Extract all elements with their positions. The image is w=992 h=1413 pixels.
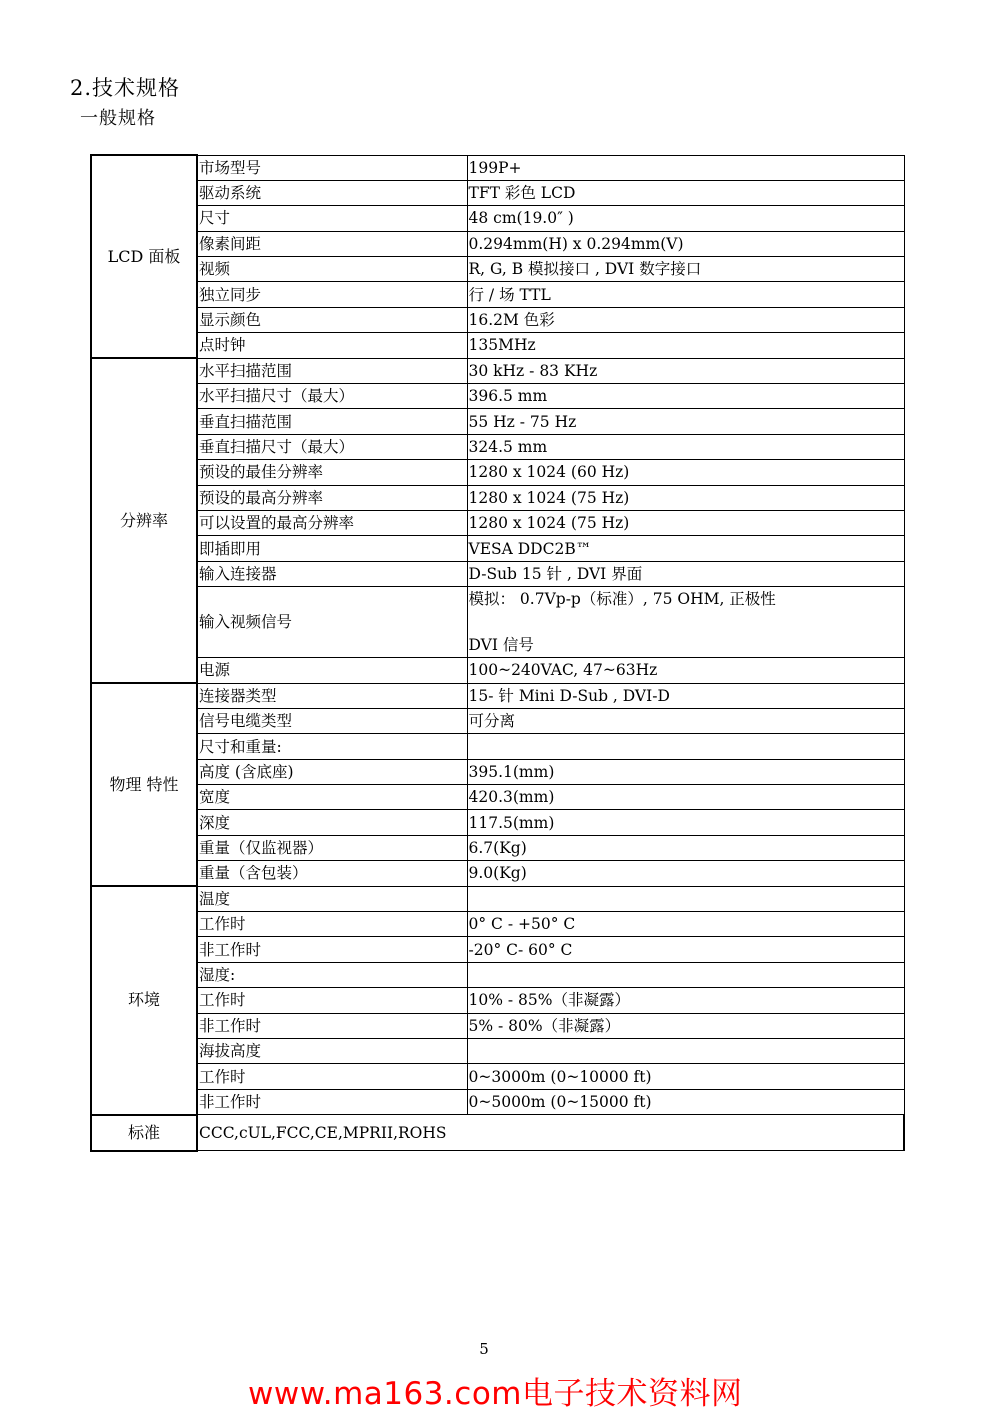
row-value: 6.7(Kg) xyxy=(467,835,904,860)
table-row xyxy=(91,561,904,586)
row-value: 9.0(Kg) xyxy=(467,861,904,886)
table-row xyxy=(91,384,904,409)
category-lcd-panel: LCD 面板 xyxy=(91,155,197,358)
row-label: 尺寸和重量: xyxy=(197,734,467,759)
row-label: 水平扫描范围 xyxy=(197,358,467,383)
table-row xyxy=(91,912,904,937)
table-row xyxy=(91,1064,904,1089)
row-value: R, G, B 模拟接口 , DVI 数字接口 xyxy=(467,257,904,282)
row-label: 非工作时 xyxy=(197,1089,467,1114)
table-row xyxy=(91,658,904,683)
table-row xyxy=(91,810,904,835)
table-row xyxy=(91,460,904,485)
row-label: 驱动系统 xyxy=(197,180,467,205)
table-row xyxy=(91,1115,904,1151)
row-label: 输入连接器 xyxy=(197,561,467,586)
row-label: 深度 xyxy=(197,810,467,835)
row-value: 55 Hz - 75 Hz xyxy=(467,409,904,434)
row-value: 16.2M 色彩 xyxy=(467,307,904,332)
row-value: 10% - 85%（非凝露） xyxy=(467,988,904,1013)
category-resolution: 分辨率 xyxy=(91,358,197,683)
row-label: 即插即用 xyxy=(197,536,467,561)
table-row xyxy=(91,962,904,987)
row-label: 显示颜色 xyxy=(197,307,467,332)
row-value: 1280 x 1024 (75 Hz) xyxy=(467,485,904,510)
row-label: 海拔高度 xyxy=(197,1039,467,1064)
row-value: 可分离 xyxy=(467,708,904,733)
row-value: VESA DDC2B™ xyxy=(467,536,904,561)
table-row xyxy=(91,485,904,510)
row-value: 117.5(mm) xyxy=(467,810,904,835)
table-row xyxy=(91,988,904,1013)
row-label: 工作时 xyxy=(197,912,467,937)
row-label: 像素间距 xyxy=(197,231,467,256)
spec-table xyxy=(90,154,905,1152)
table-row xyxy=(91,434,904,459)
row-label: 重量（仅监视器） xyxy=(197,835,467,860)
row-value xyxy=(467,734,904,759)
table-row xyxy=(91,708,904,733)
table-row xyxy=(91,206,904,231)
row-value xyxy=(467,1039,904,1064)
table-row xyxy=(91,510,904,535)
row-label: 非工作时 xyxy=(197,1013,467,1038)
row-label: 高度 (含底座) xyxy=(197,759,467,784)
table-row xyxy=(91,1089,904,1114)
table-row xyxy=(91,886,904,911)
table-row xyxy=(91,734,904,759)
row-label: 尺寸 xyxy=(197,206,467,231)
table-row xyxy=(91,785,904,810)
table-row xyxy=(91,1013,904,1038)
row-value: 48 cm(19.0″ ) xyxy=(467,206,904,231)
row-value: 30 kHz - 83 KHz xyxy=(467,358,904,383)
table-row xyxy=(91,358,904,383)
row-label: 视频 xyxy=(197,257,467,282)
row-label: 输入视频信号 xyxy=(197,587,467,658)
row-label: 市场型号 xyxy=(197,155,467,180)
row-value: 199P+ xyxy=(467,155,904,180)
table-row xyxy=(91,937,904,962)
table-row xyxy=(91,409,904,434)
row-label: 可以设置的最高分辨率 xyxy=(197,510,467,535)
table-row xyxy=(91,835,904,860)
table-row xyxy=(91,282,904,307)
row-label: 垂直扫描范围 xyxy=(197,409,467,434)
table-row xyxy=(91,861,904,886)
row-label: 重量（含包装） xyxy=(197,861,467,886)
table-row xyxy=(91,1039,904,1064)
row-value: 395.1(mm) xyxy=(467,759,904,784)
category-physical: 物理 特性 xyxy=(91,683,197,886)
row-value: TFT 彩色 LCD xyxy=(467,180,904,205)
section-heading: 2.技术规格 xyxy=(70,76,181,100)
row-label: 电源 xyxy=(197,658,467,683)
table-row xyxy=(91,180,904,205)
row-value: CCC,cUL,FCC,CE,MPRII,ROHS xyxy=(197,1115,904,1151)
row-value: 0~5000m (0~15000 ft) xyxy=(467,1089,904,1114)
table-row xyxy=(91,587,904,658)
row-value: 0~3000m (0~10000 ft) xyxy=(467,1064,904,1089)
row-value: 396.5 mm xyxy=(467,384,904,409)
table-row xyxy=(91,257,904,282)
row-label: 垂直扫描尺寸（最大） xyxy=(197,434,467,459)
row-value: -20° C- 60° C xyxy=(467,937,904,962)
row-value: 0° C - +50° C xyxy=(467,912,904,937)
row-value: 0.294mm(H) x 0.294mm(V) xyxy=(467,231,904,256)
row-label: 宽度 xyxy=(197,785,467,810)
category-environment: 环境 xyxy=(91,886,197,1115)
row-value: 行 / 场 TTL xyxy=(467,282,904,307)
row-label: 工作时 xyxy=(197,988,467,1013)
table-row xyxy=(91,155,904,180)
row-label: 预设的最高分辨率 xyxy=(197,485,467,510)
row-label: 独立同步 xyxy=(197,282,467,307)
row-label: 点时钟 xyxy=(197,333,467,358)
page-number: 5 xyxy=(479,1340,489,1358)
row-label: 工作时 xyxy=(197,1064,467,1089)
row-value: 15- 针 Mini D-Sub , DVI-D xyxy=(467,683,904,708)
row-value: 5% - 80%（非凝露） xyxy=(467,1013,904,1038)
row-value xyxy=(467,962,904,987)
row-label: 连接器类型 xyxy=(197,683,467,708)
row-value-line: DVI 信号 xyxy=(468,636,534,655)
table-row xyxy=(91,333,904,358)
row-label: 温度 xyxy=(197,886,467,911)
row-value: 135MHz xyxy=(467,333,904,358)
row-value xyxy=(467,587,904,658)
table-row xyxy=(91,536,904,561)
row-value: 324.5 mm xyxy=(467,434,904,459)
row-label: 湿度: xyxy=(197,962,467,987)
section-subheading: 一般规格 xyxy=(80,108,156,129)
table-row xyxy=(91,231,904,256)
row-value: 1280 x 1024 (75 Hz) xyxy=(467,510,904,535)
row-value: 100~240VAC, 47~63Hz xyxy=(467,658,904,683)
row-label: 信号电缆类型 xyxy=(197,708,467,733)
table-row xyxy=(91,759,904,784)
watermark: www.ma163.com电子技术资料网 xyxy=(248,1376,743,1412)
row-value-line: 模拟： 0.7Vp-p（标准）, 75 OHM, 正极性 xyxy=(468,590,776,609)
row-value xyxy=(467,886,904,911)
row-label: 水平扫描尺寸（最大） xyxy=(197,384,467,409)
row-label: 预设的最佳分辨率 xyxy=(197,460,467,485)
row-value: 420.3(mm) xyxy=(467,785,904,810)
row-value: 1280 x 1024 (60 Hz) xyxy=(467,460,904,485)
row-label: 非工作时 xyxy=(197,937,467,962)
row-value: D-Sub 15 针 , DVI 界面 xyxy=(467,561,904,586)
category-standards: 标准 xyxy=(91,1115,197,1151)
table-row xyxy=(91,683,904,708)
table-row xyxy=(91,307,904,332)
